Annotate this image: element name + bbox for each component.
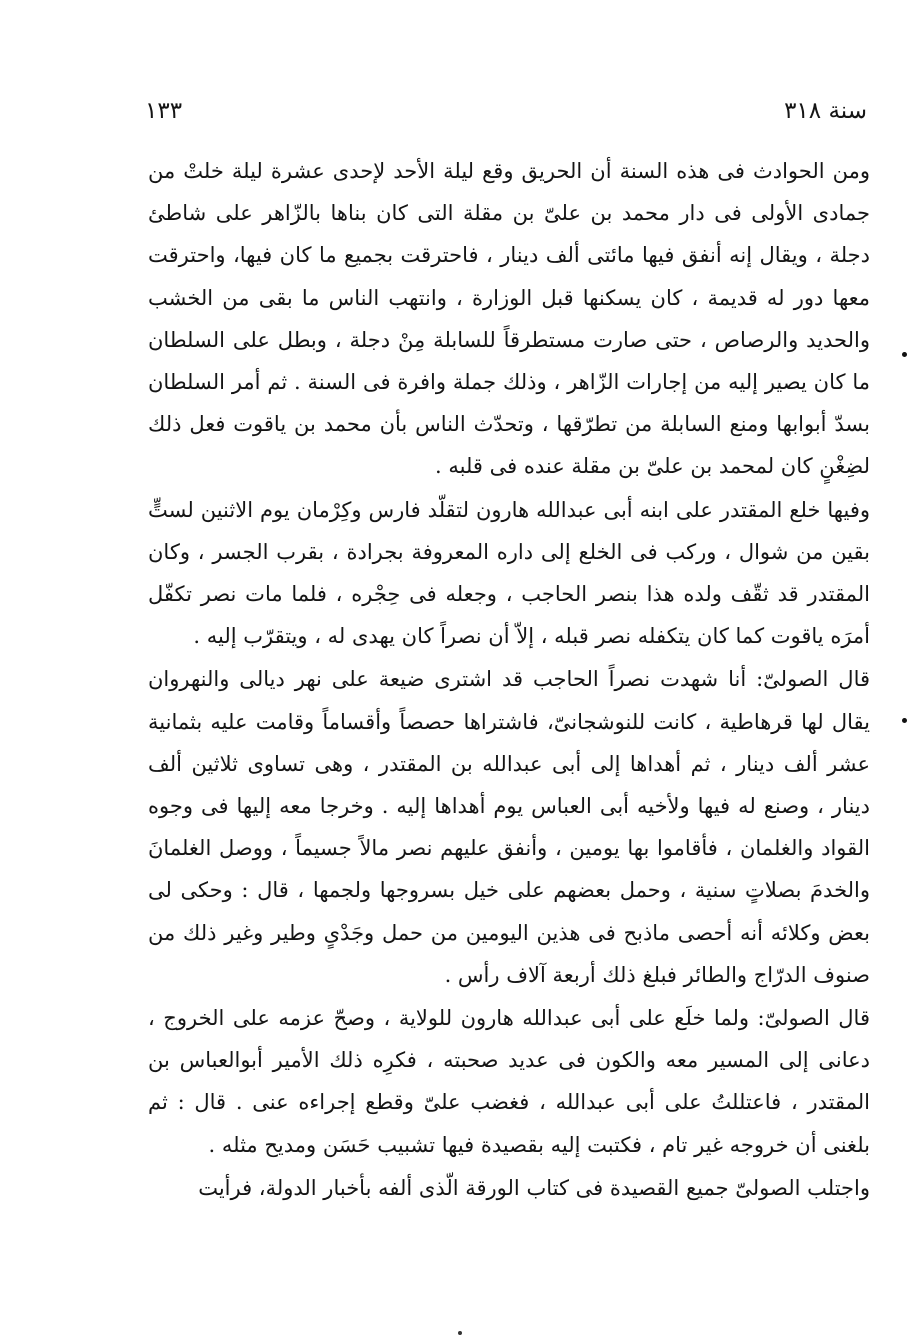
body-text [148,150,870,1209]
bottom-mark [458,1331,462,1335]
paragraph-estate-gift: قال الصولىّ: أنا شهدت نصراً الحاجب قد اشترى ضيعة على نهر ديالى والنهروان يقال لها قرهاطية ، كانت للنوشجانىّ، فاشتراها حصصاً وأقساماً وقامت عليه بثمانية عشر ألف دينار ، ثم أهداها إلى أبى عبدالله بن المقتدر ، وهى تساوى ثلاثين ألف دينار ، وصنع له فيها ولأخيه أبى العباس يوم أهداها إليه . وخرجا معه إليها فى وجوه القواد والغلمان ، فأقاموا بها يومين ، وأنفق عليهم نصر مالاً جسيماً ، ووصل الغلمانَ والخدمَ بصلاتٍ سنية ، وحمل بعضهم على خيل بسروجها ولجمها ، قال : وحكى لى بعض وكلائه أنه أحصى ماذبح فى هذين اليومين من حمل وجَدْىٍ وطير وغير ذلك من صنوف الدرّاج والطائر فبلغ ذلك أربعة آلاف رأس . [148,667,870,987]
paragraph-continuation: واجتلب الصولىّ جميع القصيدة فى كتاب الورقة الّذى ألفه بأخبار الدولة، فرأيت [198,1175,870,1200]
paragraph-investiture: وفيها خلع المقتدر على ابنه أبى عبدالله هارون لتقلّد فارس وكِرْمان يوم الاثنين لستٍّ بقين من شوال ، وركب فى الخلع إلى داره المعروفة بجرادة ، بقرب الجسر ، وكان المقتدر قد ثقّف ولده هذا بنصر الحاجب ، وجعله فى حِجْره ، فلما مات نصر تكفّل أمرَه ياقوت كما كان يتكفله نصر قبله ، إلاّ أن نصراً كان يهدى له ، ويتقرّب إليه . [148,497,870,649]
running-head-year: سنة ٣١٨ [784,98,867,124]
margin-dot [902,718,907,723]
paragraph-suli-departure: قال الصولىّ: ولما خلَع على أبى عبدالله هارون للولاية ، وصحّ عزمه على الخروج ، دعانى إلى المسير معه والكون فى عديد صحبته ، فكرِه ذلك الأمير أبوالعباس بن المقتدر ، فاعتللتُ على أبى عبدالله ، فغضب علىّ وقطع إجراءه عنى . قال : ثم بلغنى أن خروجه غير تام ، فكتبت إليه بقصيدة فيها تشبيب حَسَن ومديح مثله . [148,1006,870,1157]
page-header [145,98,867,134]
paragraph-fire: ومن الحوادث فى هذه السنة أن الحريق وقع ليلة الأحد لإحدى عشرة ليلة خلتْ من جمادى الأولى فى دار محمد بن علىّ بن مقلة التى كان بناها بالزّاهر على شاطئ دجلة ، ويقال إنه أنفق فيها مائتى ألف دينار ، فاحترقت بجميع ما كان فيها، واحترقت معها دور له قديمة ، كان يسكنها قبل الوزارة ، وانتهب الناس ما بقى من الخشب والحديد والرصاص ، حتى صارت مستطرقاً للسابلة مِنْ دجلة ، وبطل على السلطان ما كان يصير إليه من إجارات الزّاهر ، وذلك جملة وافرة فى السنة . ثم أمر السلطان بسدّ أبوابها ومنع السابلة من تطرّقها ، وتحدّث الناس بأن محمد بن ياقوت فعل ذلك لضِغْنٍ كان لمحمد بن علىّ بن مقلة عنده فى قلبه . [148,159,870,479]
margin-dot [902,352,907,357]
page-number: ١٣٣ [145,98,183,124]
